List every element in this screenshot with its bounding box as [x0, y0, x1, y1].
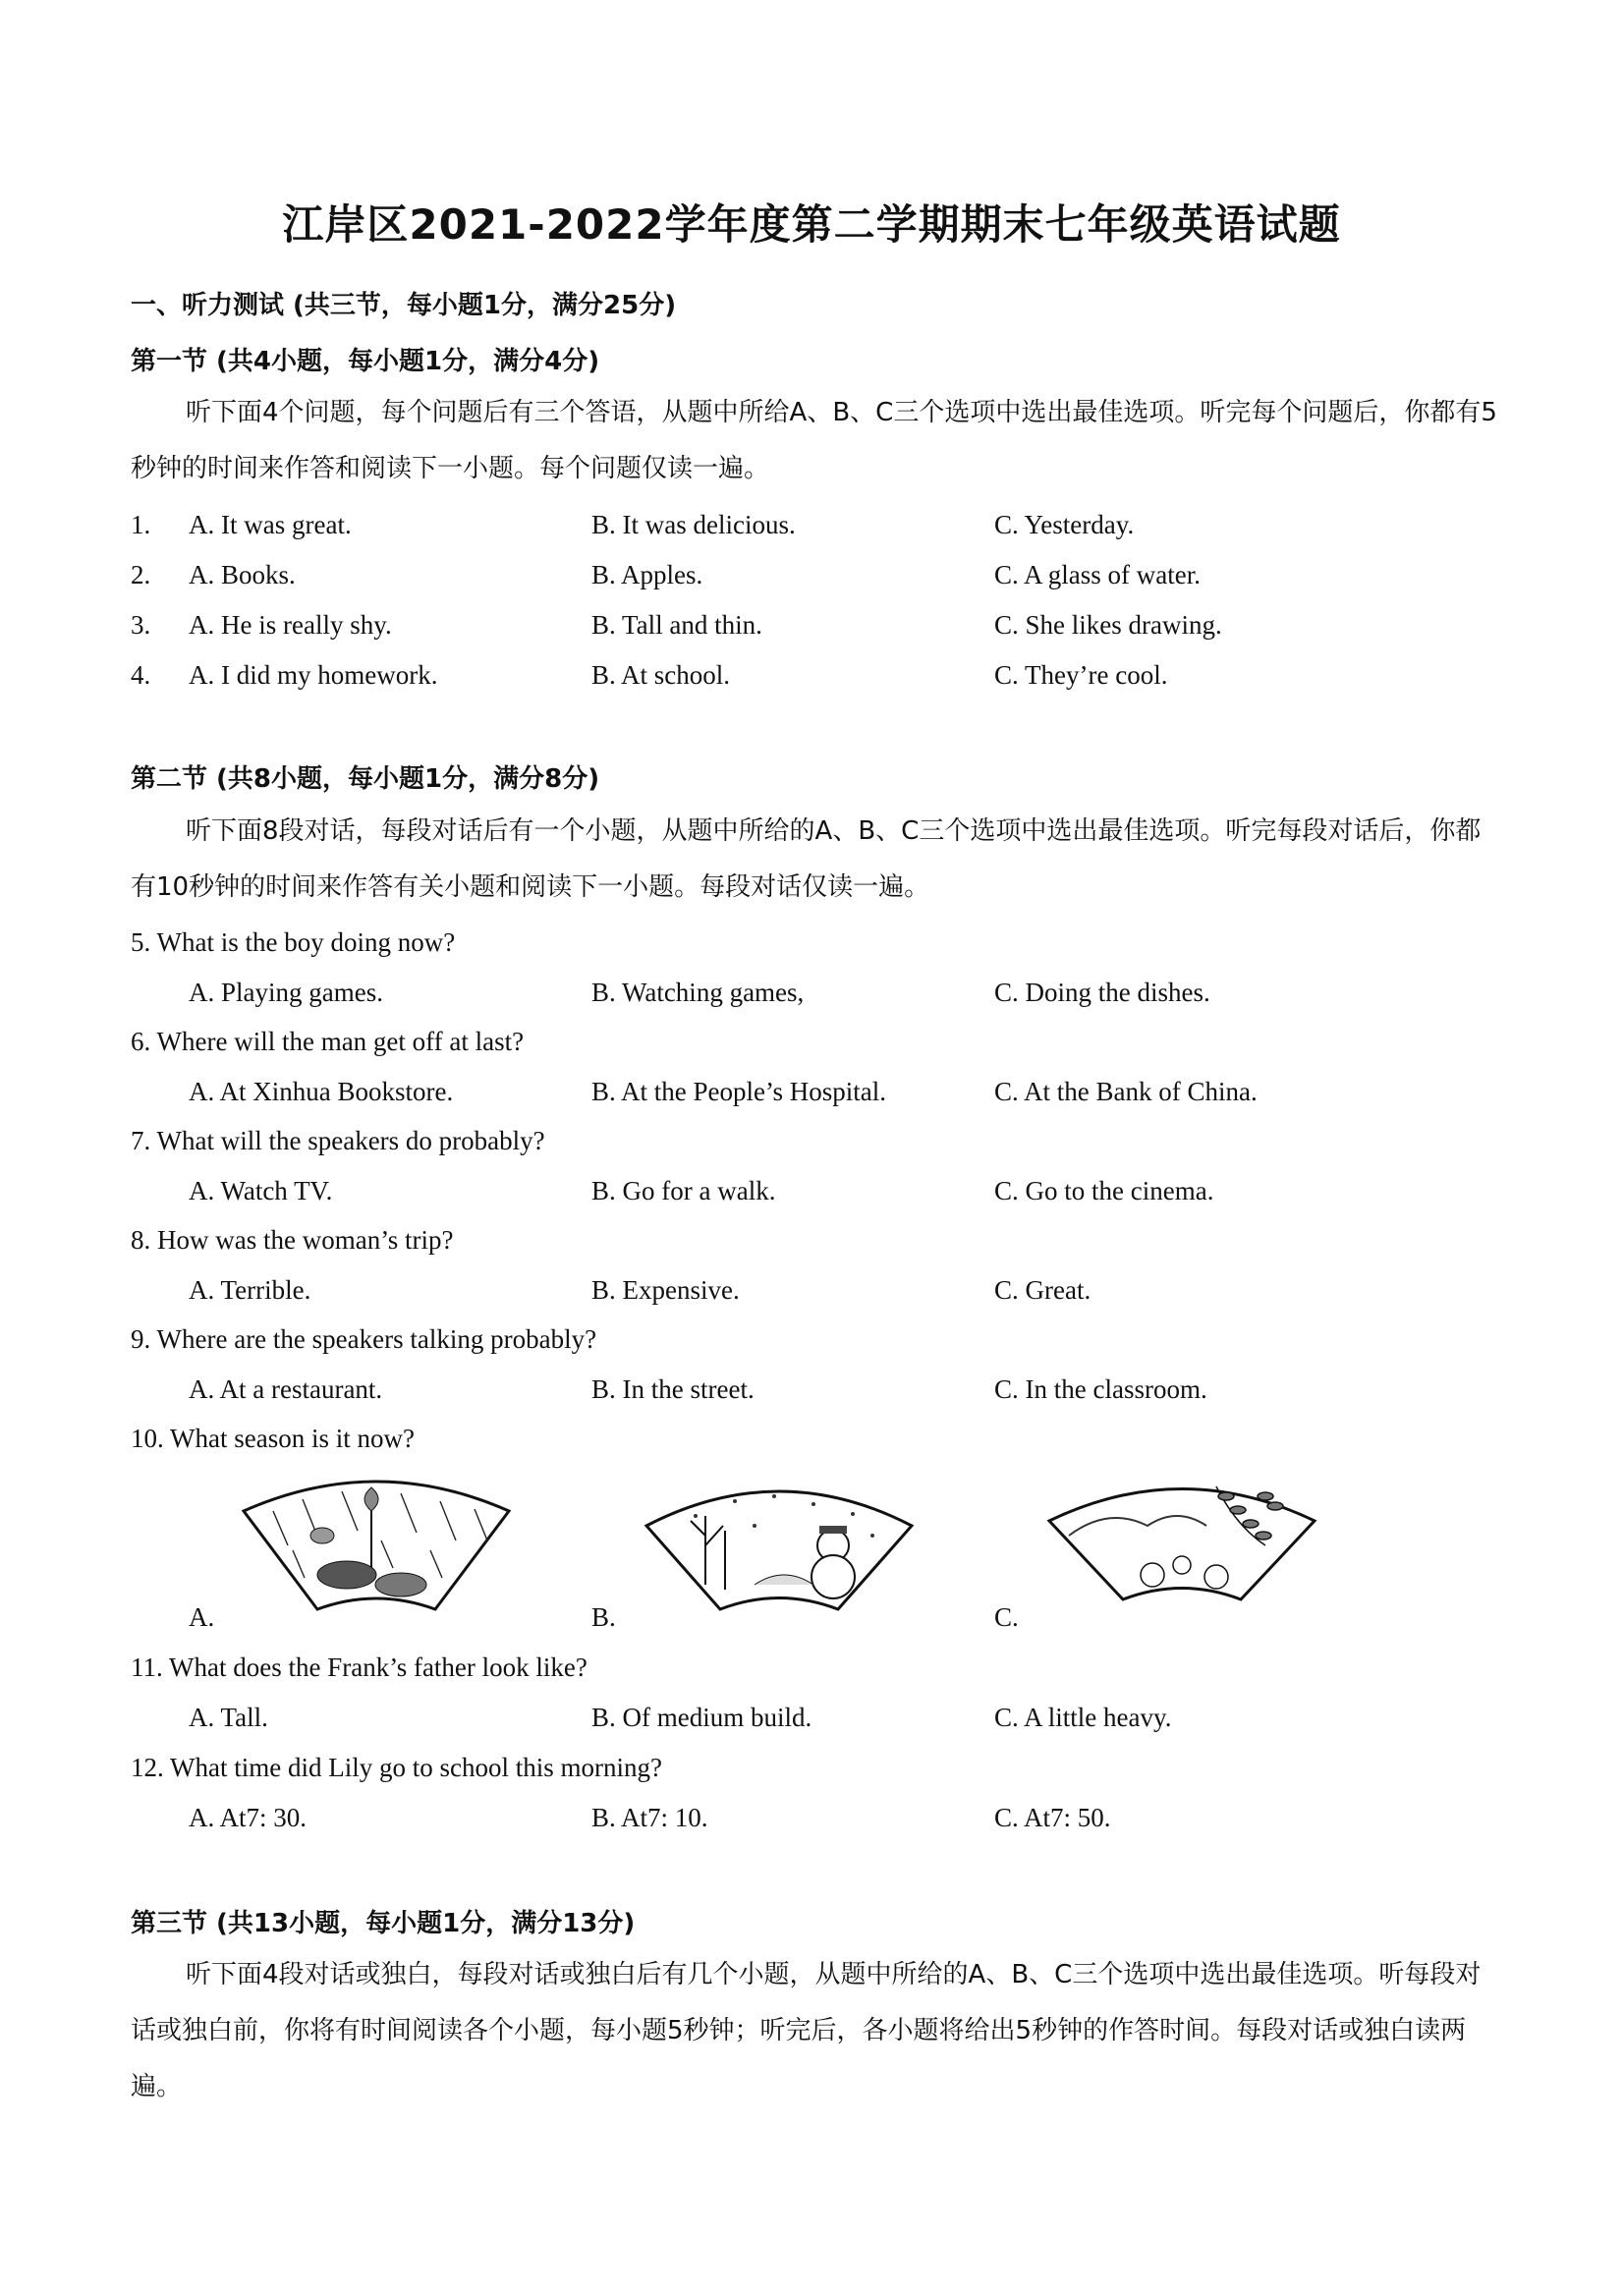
page-title: 江岸区2021-2022学年度第二学期期末七年级英语试题 [282, 200, 1341, 249]
option-b: B. Expensive. [591, 1275, 740, 1305]
option-a: A. I did my homework. [189, 660, 438, 690]
option-a: A. Playing games. [189, 978, 383, 1007]
option-c: C. In the classroom. [994, 1374, 1207, 1404]
option-b: B. At7: 10. [591, 1803, 708, 1832]
question-9: 9. Where are the speakers talking probably? [131, 1324, 597, 1354]
section3-heading: 第三节 (共13小题，每小题1分，满分13分) [131, 1909, 636, 1938]
option-b: B. Go for a walk. [591, 1176, 776, 1205]
option-c: C. [994, 1602, 1019, 1632]
question-6: 6. Where will the man get off at last? [131, 1027, 525, 1056]
question-12: 12. What time did Lily go to school this morning? [131, 1753, 662, 1782]
option-c: C. A little heavy. [994, 1703, 1172, 1732]
option-a: A. Terrible. [189, 1275, 311, 1305]
section3-instructions: 听下面4段对话或独白，每段对话或独白后有几个小题，从题中所给的A、B、C三个选项中选出最佳选项。听每段对话或独白前，你将有时间阅读各个小题，每小题5秒钟；听完后，各小题将给出5秒钟的作答时间。每段对话或独白读两遍。 [131, 1960, 1482, 2101]
option-b: B. Of medium build. [591, 1703, 812, 1732]
option-c: C. Yesterday. [994, 510, 1135, 539]
question-10: 10. What season is it now? [131, 1424, 415, 1453]
exam-page: 江岸区2021-2022学年度第二学期期末七年级英语试题 一、听力测试 (共三节，每小题1分，满分25分) 第一节 (共4小题，每小题1分，满分4分) 听下面4个问题，每个问题后有三个答语，从题中所给A、B、C三个选项中选出最佳选项。听完每个问题后，你都有5秒钟的时间来作答和阅读下一小题。每个问题仅读一遍。 1. A. It was great. B. It was delicious. C. Yesterday. 2. A. Books. B. Apples. C. A glass of water. 3. A. He is really shy. B. Tall and thin. C. She likes drawing. 4. A. I did my homework. B. At school. C. They’re cool. 第二节 (共8小题，每小题1分，满分8分) 听下面8段对话，每段对话后有一个小题，从题中所给的A、B、C三个选项中选出最佳选项。听完每段对话后，你都有10秒钟的时间来作答有关小题和阅读下一小题。每段对话仅读一遍。 5. What is the boy doing now? A. Playing games. B. Watching games, C. Doing the dishes. 6. Where will the man get off at last? A. At Xinhua Bookstore. B. At the People’s Hospital. C. At the Bank of China. 7. What will the speakers do probably? A. Watch TV. B. Go for a walk. C. Go to the cinema. 8. How was the woman’s trip? A. Terrible. B. Expensive. C. Great. 9. Where are the speakers talking probably? A. At a restaurant. B. In the street. C. In the classroom. 10. What season is it now? A. B. C. 11. What does the Frank’s father look like? A. Tall. B. Of medium build. C. A little heavy. 12. What time did Lily go to school this morning? A. At7: 30. B. At7: 10. C. At7: 50. 第三节 (共13小题，每小题1分，满分13分) 听下面4段对话或独白，每段对话或独白后有几个小题，从题中所给的A、B、C三个选项中选出最佳选项。听每段对话或独白前，你将有时间阅读各个小题，每小题5秒钟；听完后，各小题将给出5秒钟的作答时间。每段对话或独白读两遍。 [0, 0, 1623, 2296]
question-7: 7. What will the speakers do probably? [131, 1126, 545, 1155]
section2-heading: 第二节 (共8小题，每小题1分，满分8分) [131, 764, 600, 794]
fan-picture-snowman [637, 1467, 922, 1619]
option-b: B. At school. [591, 660, 731, 690]
option-a: A. At Xinhua Bookstore. [189, 1077, 454, 1106]
option-c: C. She likes drawing. [994, 610, 1222, 640]
option-b: B. [591, 1602, 616, 1632]
option-b: B. Tall and thin. [591, 610, 762, 640]
option-b: B. Apples. [591, 560, 703, 589]
option-b: B. At the People’s Hospital. [591, 1077, 886, 1106]
option-a: A. Watch TV. [189, 1176, 333, 1205]
option-c: C. Go to the cinema. [994, 1176, 1214, 1205]
option-a: A. [189, 1602, 215, 1632]
section1-heading: 第一节 (共4小题，每小题1分，满分4分) [131, 347, 600, 376]
option-c: C. At the Bank of China. [994, 1077, 1258, 1106]
option-b: B. Watching games, [591, 978, 805, 1007]
option-a: A. He is really shy. [189, 610, 392, 640]
option-c: C. They’re cool. [994, 660, 1168, 690]
option-c: C. A glass of water. [994, 560, 1201, 589]
section1-instructions: 听下面4个问题，每个问题后有三个答语，从题中所给A、B、C三个选项中选出最佳选项。听完每个问题后，你都有5秒钟的时间来作答和阅读下一小题。每个问题仅读一遍。 [131, 398, 1497, 483]
option-b: B. It was delicious. [591, 510, 796, 539]
question-8: 8. How was the woman’s trip? [131, 1225, 454, 1255]
option-a: A. At7: 30. [189, 1803, 308, 1832]
option-a: A. It was great. [189, 510, 352, 539]
section2-instructions: 听下面8段对话，每段对话后有一个小题，从题中所给的A、B、C三个选项中选出最佳选项。听完每段对话后，你都有10秒钟的时间来作答有关小题和阅读下一小题。每段对话仅读一遍。 [131, 816, 1482, 902]
option-a: A. At a restaurant. [189, 1374, 383, 1404]
part1-heading: 一、听力测试 (共三节，每小题1分，满分25分) [131, 291, 677, 320]
option-b: B. In the street. [591, 1374, 755, 1404]
option-c: C. Great. [994, 1275, 1091, 1305]
option-a: A. Tall. [189, 1703, 268, 1732]
fan-picture-rain-lotus [234, 1472, 519, 1619]
option-c: C. Doing the dishes. [994, 978, 1210, 1007]
fan-picture-flowers [1039, 1467, 1324, 1609]
question-11: 11. What does the Frank’s father look like? [131, 1652, 588, 1682]
question-5: 5. What is the boy doing now? [131, 927, 456, 957]
option-c: C. At7: 50. [994, 1803, 1111, 1832]
option-a: A. Books. [189, 560, 296, 589]
